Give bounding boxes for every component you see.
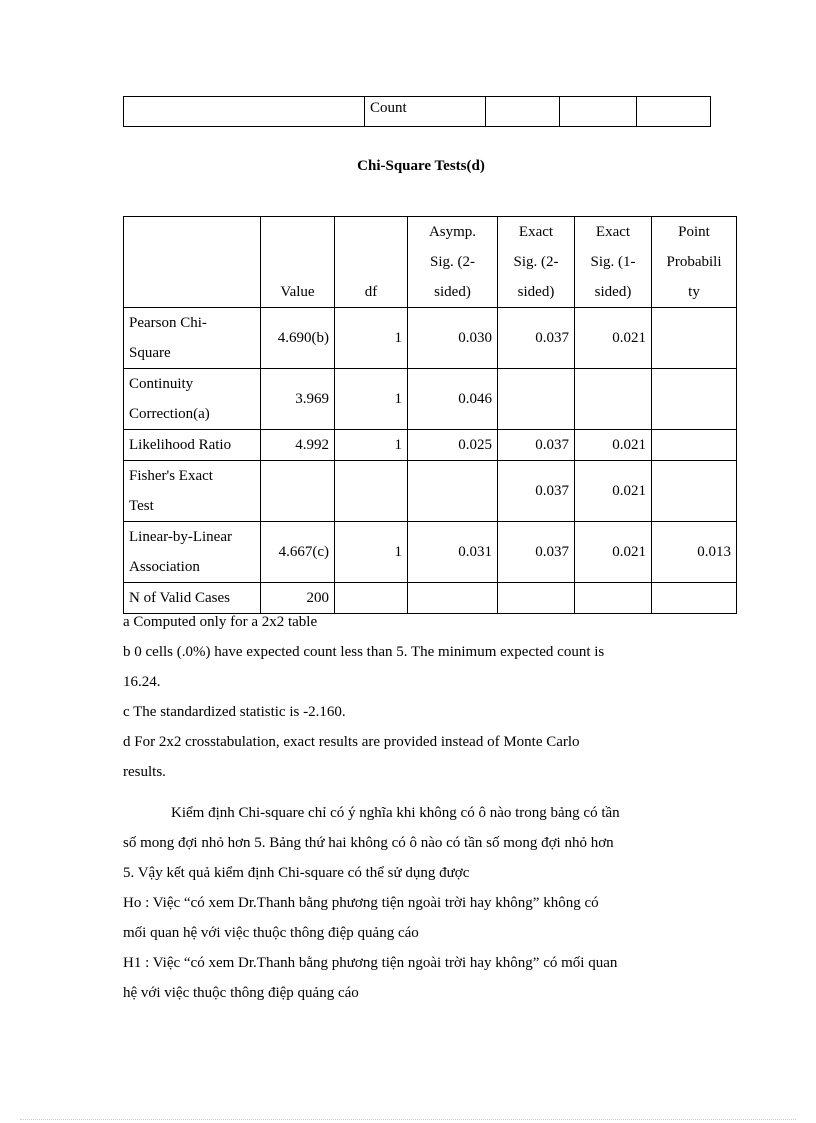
header-line: Asymp. xyxy=(428,224,477,240)
header-line: Sig. (1- xyxy=(590,254,636,270)
paragraph-line: số mong đợi nhỏ hơn 5. Bảng thứ hai không có ô nào có tần số mong đợi nhỏ hơn xyxy=(123,835,614,851)
cell-asymp: 0.025 xyxy=(408,430,498,461)
cell-value: 4.992 xyxy=(261,430,335,461)
table-row xyxy=(124,430,737,461)
cell-point xyxy=(652,369,737,430)
header-line: Exact xyxy=(595,224,631,240)
row-label-line: Pearson Chi- xyxy=(129,315,207,331)
cell-df: 1 xyxy=(335,430,408,461)
header-line: ty xyxy=(688,284,700,300)
footnote-c: c The standardized statistic is -2.160. xyxy=(123,704,346,720)
paragraph-line: 5. Vậy kết quả kiểm định Chi-square có thể sử dụng được xyxy=(123,865,470,881)
header-value: Value xyxy=(261,217,335,308)
footnote-b xyxy=(123,637,723,697)
cell-point xyxy=(652,461,737,522)
footnote-line: b 0 cells (.0%) have expected count less than 5. The minimum expected count is xyxy=(123,644,605,660)
header-line: sided) xyxy=(434,284,471,300)
cell-value: 3.969 xyxy=(261,369,335,430)
row-label-line: Square xyxy=(129,345,171,361)
crosstab-fragment-table xyxy=(123,96,711,127)
header-line: Exact xyxy=(518,224,554,240)
cell-value: 4.690(b) xyxy=(261,308,335,369)
table-row xyxy=(124,461,737,522)
header-line: sided) xyxy=(517,284,555,300)
cell-asymp: 0.046 xyxy=(408,369,498,430)
table-row xyxy=(124,369,737,430)
cell-exact1: 0.021 xyxy=(575,308,652,369)
row-label xyxy=(124,461,261,522)
table-row xyxy=(124,97,711,127)
table-cell xyxy=(560,97,637,127)
paragraph-line: Ho : Việc “có xem Dr.Thanh bằng phương tiện ngoài trời hay không” không có xyxy=(123,895,599,911)
header-empty xyxy=(124,217,261,308)
cell-asymp xyxy=(408,461,498,522)
paragraph-line: hệ với việc thuộc thông điệp quảng cáo xyxy=(123,985,359,1001)
cell-value: 4.667(c) xyxy=(261,522,335,583)
header-exact-sig-1 xyxy=(575,217,652,308)
header-line: sided) xyxy=(594,284,632,300)
cell-df xyxy=(335,461,408,522)
hypothesis-h1 xyxy=(123,948,723,1008)
header-line: Sig. (2- xyxy=(513,254,559,270)
paragraph-line: Kiểm định Chi-square chỉ có ý nghĩa khi không có ô nào trong bảng có tần xyxy=(171,805,620,821)
table-row xyxy=(124,522,737,583)
cell-exact2 xyxy=(498,369,575,430)
chi-square-table xyxy=(123,216,737,614)
cell-exact2: 0.037 xyxy=(498,308,575,369)
conclusion-paragraph xyxy=(123,798,723,888)
cell-value xyxy=(261,461,335,522)
row-label: Likelihood Ratio xyxy=(124,430,261,461)
cell-df: 1 xyxy=(335,522,408,583)
row-label xyxy=(124,369,261,430)
header-point-probability xyxy=(652,217,737,308)
cell-point xyxy=(652,430,737,461)
header-line: Probabili xyxy=(666,254,722,270)
header-exact-sig-2 xyxy=(498,217,575,308)
cell-exact1 xyxy=(575,369,652,430)
cell-point xyxy=(652,308,737,369)
cell-asymp: 0.031 xyxy=(408,522,498,583)
table-cell xyxy=(486,97,560,127)
row-label-line: Association xyxy=(129,559,200,575)
row-label-line: Continuity xyxy=(129,376,194,392)
header-line: Sig. (2- xyxy=(430,254,475,270)
cell-df: 1 xyxy=(335,369,408,430)
hypothesis-h0 xyxy=(123,888,723,948)
row-label-line: Linear-by-Linear xyxy=(129,529,232,545)
count-label: Count xyxy=(365,97,486,127)
paragraph-line: H1 : Việc “có xem Dr.Thanh bằng phương tiện ngoài trời hay không” có mối quan xyxy=(123,955,618,971)
row-label: N of Valid Cases xyxy=(124,583,261,614)
cell-exact1: 0.021 xyxy=(575,522,652,583)
cell-df: 1 xyxy=(335,308,408,369)
paragraph-line: mối quan hệ với việc thuộc thông điệp quảng cáo xyxy=(123,925,419,941)
cell-exact2: 0.037 xyxy=(498,522,575,583)
row-label-line: Fisher's Exact xyxy=(129,468,213,484)
footnote-line: 16.24. xyxy=(123,674,161,690)
header-row xyxy=(124,217,737,308)
header-df: df xyxy=(335,217,408,308)
table-title: Chi-Square Tests(d) xyxy=(357,158,485,174)
cell-exact2: 0.037 xyxy=(498,430,575,461)
row-label xyxy=(124,308,261,369)
header-line: Point xyxy=(678,224,710,240)
header-asymp-sig xyxy=(408,217,498,308)
cell-exact1: 0.021 xyxy=(575,461,652,522)
table-cell xyxy=(124,97,365,127)
cell-exact1: 0.021 xyxy=(575,430,652,461)
cell-point: 0.013 xyxy=(652,522,737,583)
footnote-line: d For 2x2 crosstabulation, exact results are provided instead of Monte Carlo xyxy=(123,734,580,750)
page-divider xyxy=(20,1119,796,1120)
footnote-line: results. xyxy=(123,764,166,780)
cell-asymp: 0.030 xyxy=(408,308,498,369)
footnote-a: a Computed only for a 2x2 table xyxy=(123,614,318,630)
cell-value: 200 xyxy=(261,583,335,614)
table-row xyxy=(124,308,737,369)
table-cell xyxy=(637,97,711,127)
row-label xyxy=(124,522,261,583)
footnote-d xyxy=(123,727,723,787)
row-label-line: Correction(a) xyxy=(129,406,210,422)
row-label-line: Test xyxy=(129,498,154,514)
cell-exact2: 0.037 xyxy=(498,461,575,522)
